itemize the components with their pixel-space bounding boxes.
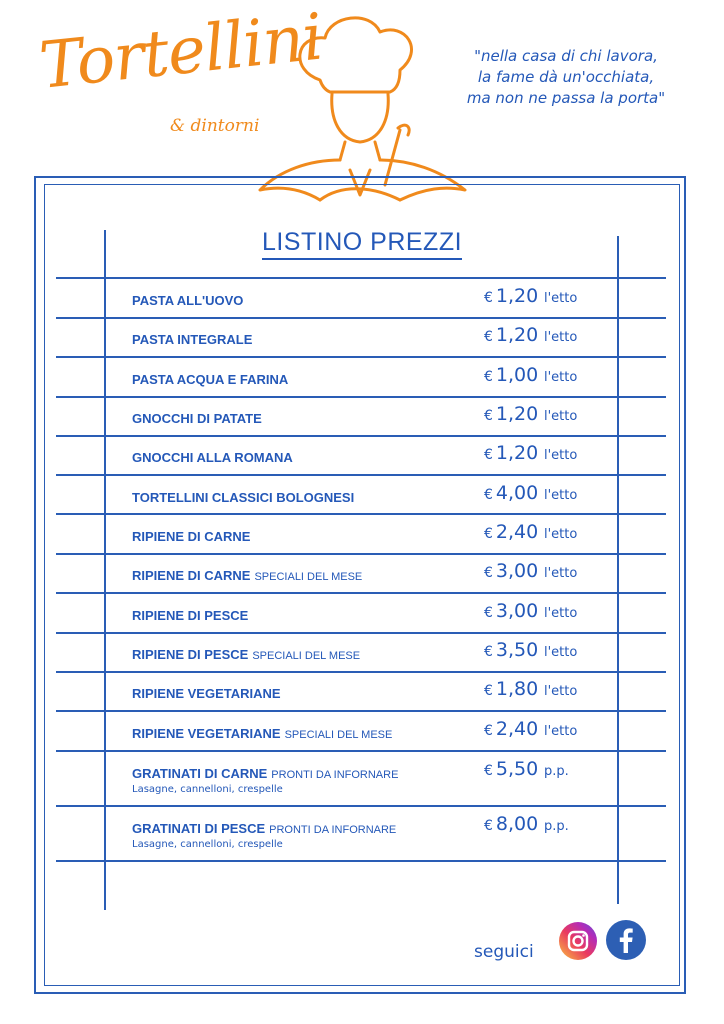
item-price: € 3,00 — [484, 600, 539, 622]
quote-line: "nella casa di chi lavora, — [474, 47, 658, 65]
price-row — [132, 322, 622, 358]
item-unit: l'etto — [544, 488, 578, 503]
price-row — [132, 283, 622, 319]
row-divider — [56, 277, 666, 279]
item-name: GNOCCHI DI PATATE — [132, 411, 262, 426]
item-unit: p.p. — [544, 764, 569, 779]
quote-block — [436, 46, 696, 109]
item-unit: l'etto — [544, 724, 578, 739]
left-rule — [104, 230, 106, 910]
row-divider — [56, 860, 666, 862]
item-name: RIPIENE VEGETARIANE SPECIALI DEL MESE — [132, 726, 393, 741]
item-unit: l'etto — [544, 409, 578, 424]
item-price: € 1,20 — [484, 324, 539, 346]
item-unit: l'etto — [544, 566, 578, 581]
item-name: PASTA ALL'UOVO — [132, 293, 244, 308]
item-unit: l'etto — [544, 330, 578, 345]
price-row — [132, 558, 622, 594]
item-price: € 1,00 — [484, 364, 539, 386]
item-name: GRATINATI DI PESCE PRONTI DA INFORNARE — [132, 821, 397, 836]
instagram-icon[interactable] — [559, 922, 597, 960]
item-name: PASTA ACQUA E FARINA — [132, 372, 289, 387]
item-unit: l'etto — [544, 606, 578, 621]
item-name: GNOCCHI ALLA ROMANA — [132, 450, 293, 465]
item-subnote: Lasagne, cannelloni, crespelle — [132, 784, 283, 795]
item-unit: l'etto — [544, 291, 578, 306]
quote-line: la fame dà un'occhiata, — [477, 68, 655, 86]
item-price: € 1,80 — [484, 678, 539, 700]
price-row — [132, 811, 622, 859]
item-unit: l'etto — [544, 448, 578, 463]
item-unit: l'etto — [544, 645, 578, 660]
item-unit: l'etto — [544, 684, 578, 699]
brand-tagline: & dintorni — [170, 116, 260, 136]
item-subnote: Lasagne, cannelloni, crespelle — [132, 839, 283, 850]
item-price: € 2,40 — [484, 521, 539, 543]
item-price: € 3,00 — [484, 560, 539, 582]
item-price: € 8,00 — [484, 813, 539, 835]
item-name: RIPIENE DI PESCE — [132, 608, 249, 623]
item-unit: p.p. — [544, 819, 569, 834]
item-price: € 1,20 — [484, 403, 539, 425]
price-row — [132, 598, 622, 634]
price-row — [132, 362, 622, 398]
item-name: RIPIENE DI PESCE SPECIALI DEL MESE — [132, 647, 361, 662]
item-price: € 1,20 — [484, 285, 539, 307]
quote-line: ma non ne passa la porta" — [466, 89, 666, 107]
price-row — [132, 440, 622, 476]
item-unit: l'etto — [544, 370, 578, 385]
item-price: € 5,50 — [484, 758, 539, 780]
item-price: € 4,00 — [484, 482, 539, 504]
item-price: € 3,50 — [484, 639, 539, 661]
price-row — [132, 519, 622, 555]
facebook-icon[interactable] — [606, 920, 646, 960]
price-row — [132, 480, 622, 516]
item-name: RIPIENE VEGETARIANE — [132, 686, 281, 701]
item-price: € 2,40 — [484, 718, 539, 740]
item-name: GRATINATI DI CARNE PRONTI DA INFORNARE — [132, 766, 399, 781]
price-list-title-wrap — [0, 228, 724, 257]
price-row — [132, 716, 622, 752]
item-name: RIPIENE DI CARNE SPECIALI DEL MESE — [132, 568, 363, 583]
price-list-title: LISTINO PREZZI — [262, 228, 462, 260]
item-unit: l'etto — [544, 527, 578, 542]
price-row — [132, 756, 622, 804]
price-row — [132, 401, 622, 437]
brand-logo: Tortellini — [36, 0, 326, 104]
item-name: PASTA INTEGRALE — [132, 332, 253, 347]
item-price: € 1,20 — [484, 442, 539, 464]
price-row — [132, 637, 622, 673]
item-name: RIPIENE DI CARNE — [132, 529, 251, 544]
row-divider — [56, 805, 666, 807]
item-name: TORTELLINI CLASSICI BOLOGNESI — [132, 490, 355, 505]
seguici-label: seguici — [474, 942, 534, 962]
price-row — [132, 676, 622, 712]
